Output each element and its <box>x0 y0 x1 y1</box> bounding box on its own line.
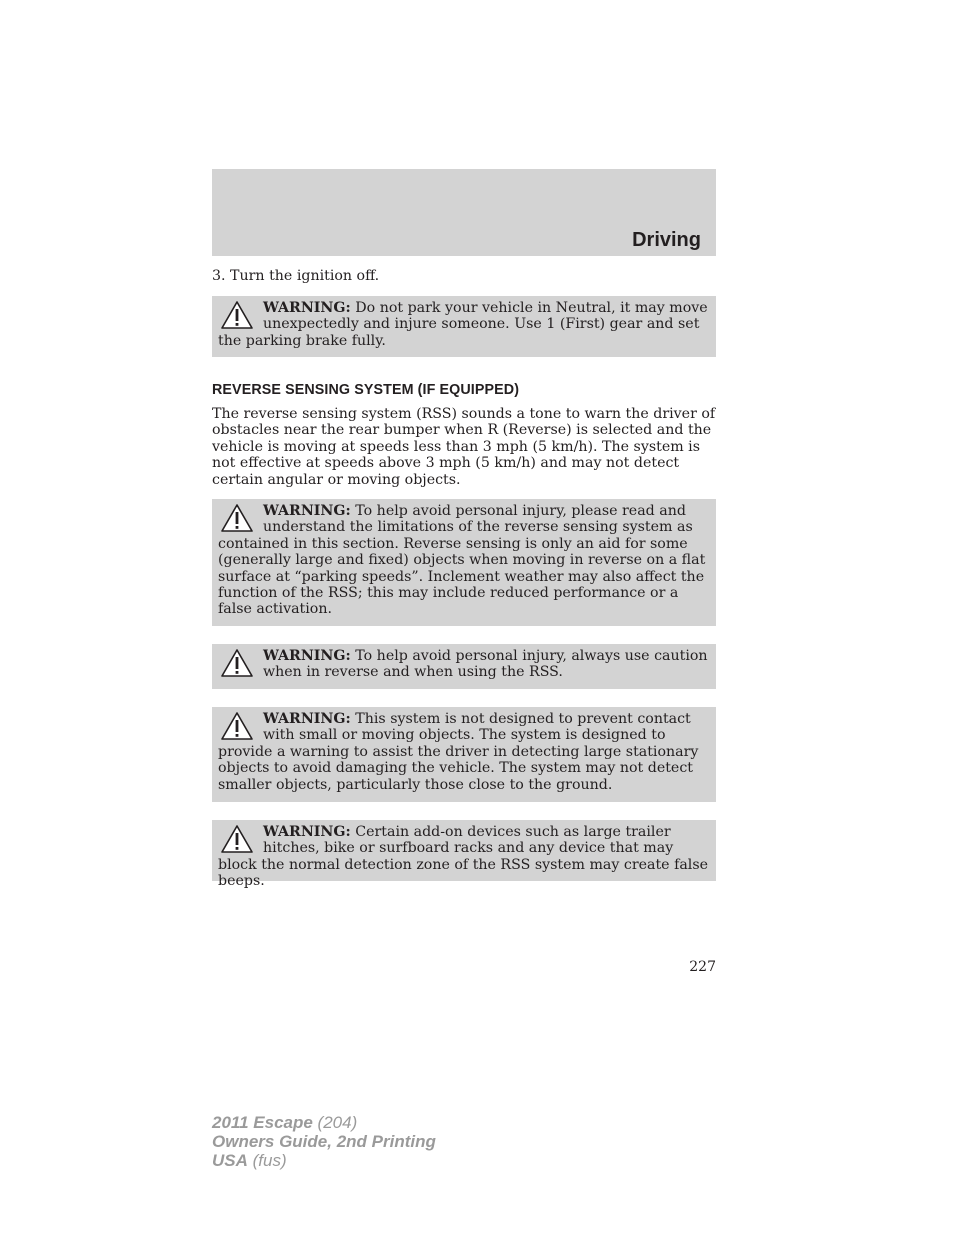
warning-text: Certain add-on devices such as large trailer hitches, bike or surfboard racks and any device that may block the normal detection zone of the RSS system may create false beeps. <box>218 824 709 890</box>
step-text: 3. Turn the ignition off. <box>212 268 380 284</box>
warning-triangle-icon <box>220 648 254 678</box>
warning-label: WARNING: <box>263 503 351 519</box>
footer-line-guide: Owners Guide, 2nd Printing <box>212 1132 436 1151</box>
warning-text: To help avoid personal injury, please read and understand the limitations of the reverse sensing system as contained in this section. Reverse sensing is only an aid for some (generally large and fixed) objects when moving in reverse on a flat surface at “parking speeds”. Inclement weather may also affect the function of the RSS; this may include reduced performance or a false activation. <box>218 503 706 618</box>
warning-box <box>212 644 716 689</box>
warning-box <box>212 707 716 802</box>
warning-text: Do not park your vehicle in Neutral, it may move unexpectedly and injure someone. Use 1 (First) gear and set the parking brake fully. <box>218 300 708 349</box>
warning-label: WARNING: <box>263 300 351 316</box>
warning-box <box>212 820 716 890</box>
page-number: 227 <box>689 959 716 975</box>
footer-edition-info <box>212 1113 436 1170</box>
section-heading: REVERSE SENSING SYSTEM (IF EQUIPPED) <box>212 382 520 398</box>
warning-triangle-icon <box>220 503 254 533</box>
warning-triangle-icon <box>220 300 254 330</box>
warning-label: WARNING: <box>263 824 351 840</box>
section-header-band <box>212 169 716 256</box>
warning-label: WARNING: <box>263 711 351 727</box>
warning-text: To help avoid personal injury, always use caution when in reverse and when using the RSS. <box>263 648 708 681</box>
page-title: Driving <box>632 229 701 251</box>
warning-box <box>212 499 716 626</box>
warning-label: WARNING: <box>263 648 351 664</box>
footer-line-model: 2011 Escape (204) <box>212 1113 358 1132</box>
warning-box <box>212 296 716 357</box>
section-paragraph: The reverse sensing system (RSS) sounds a tone to warn the driver of obstacles near the rear bumper when R (Reverse) is selected and the vehicle is moving at speeds less than 3 mph (5 km/h). The system is not effective at speeds above 3 mph (5 km/h) and may not detect certain angular or moving objects. <box>212 406 716 488</box>
warning-text: This system is not designed to prevent contact with small or moving objects. The system is designed to provide a warning to assist the driver in detecting large stationary objects to avoid damaging the vehicle. The system may not detect smaller objects, particularly those close to the ground. <box>218 711 699 793</box>
footer-line-market: USA (fus) <box>212 1151 287 1170</box>
warning-triangle-icon <box>220 824 254 854</box>
warning-triangle-icon <box>220 711 254 741</box>
